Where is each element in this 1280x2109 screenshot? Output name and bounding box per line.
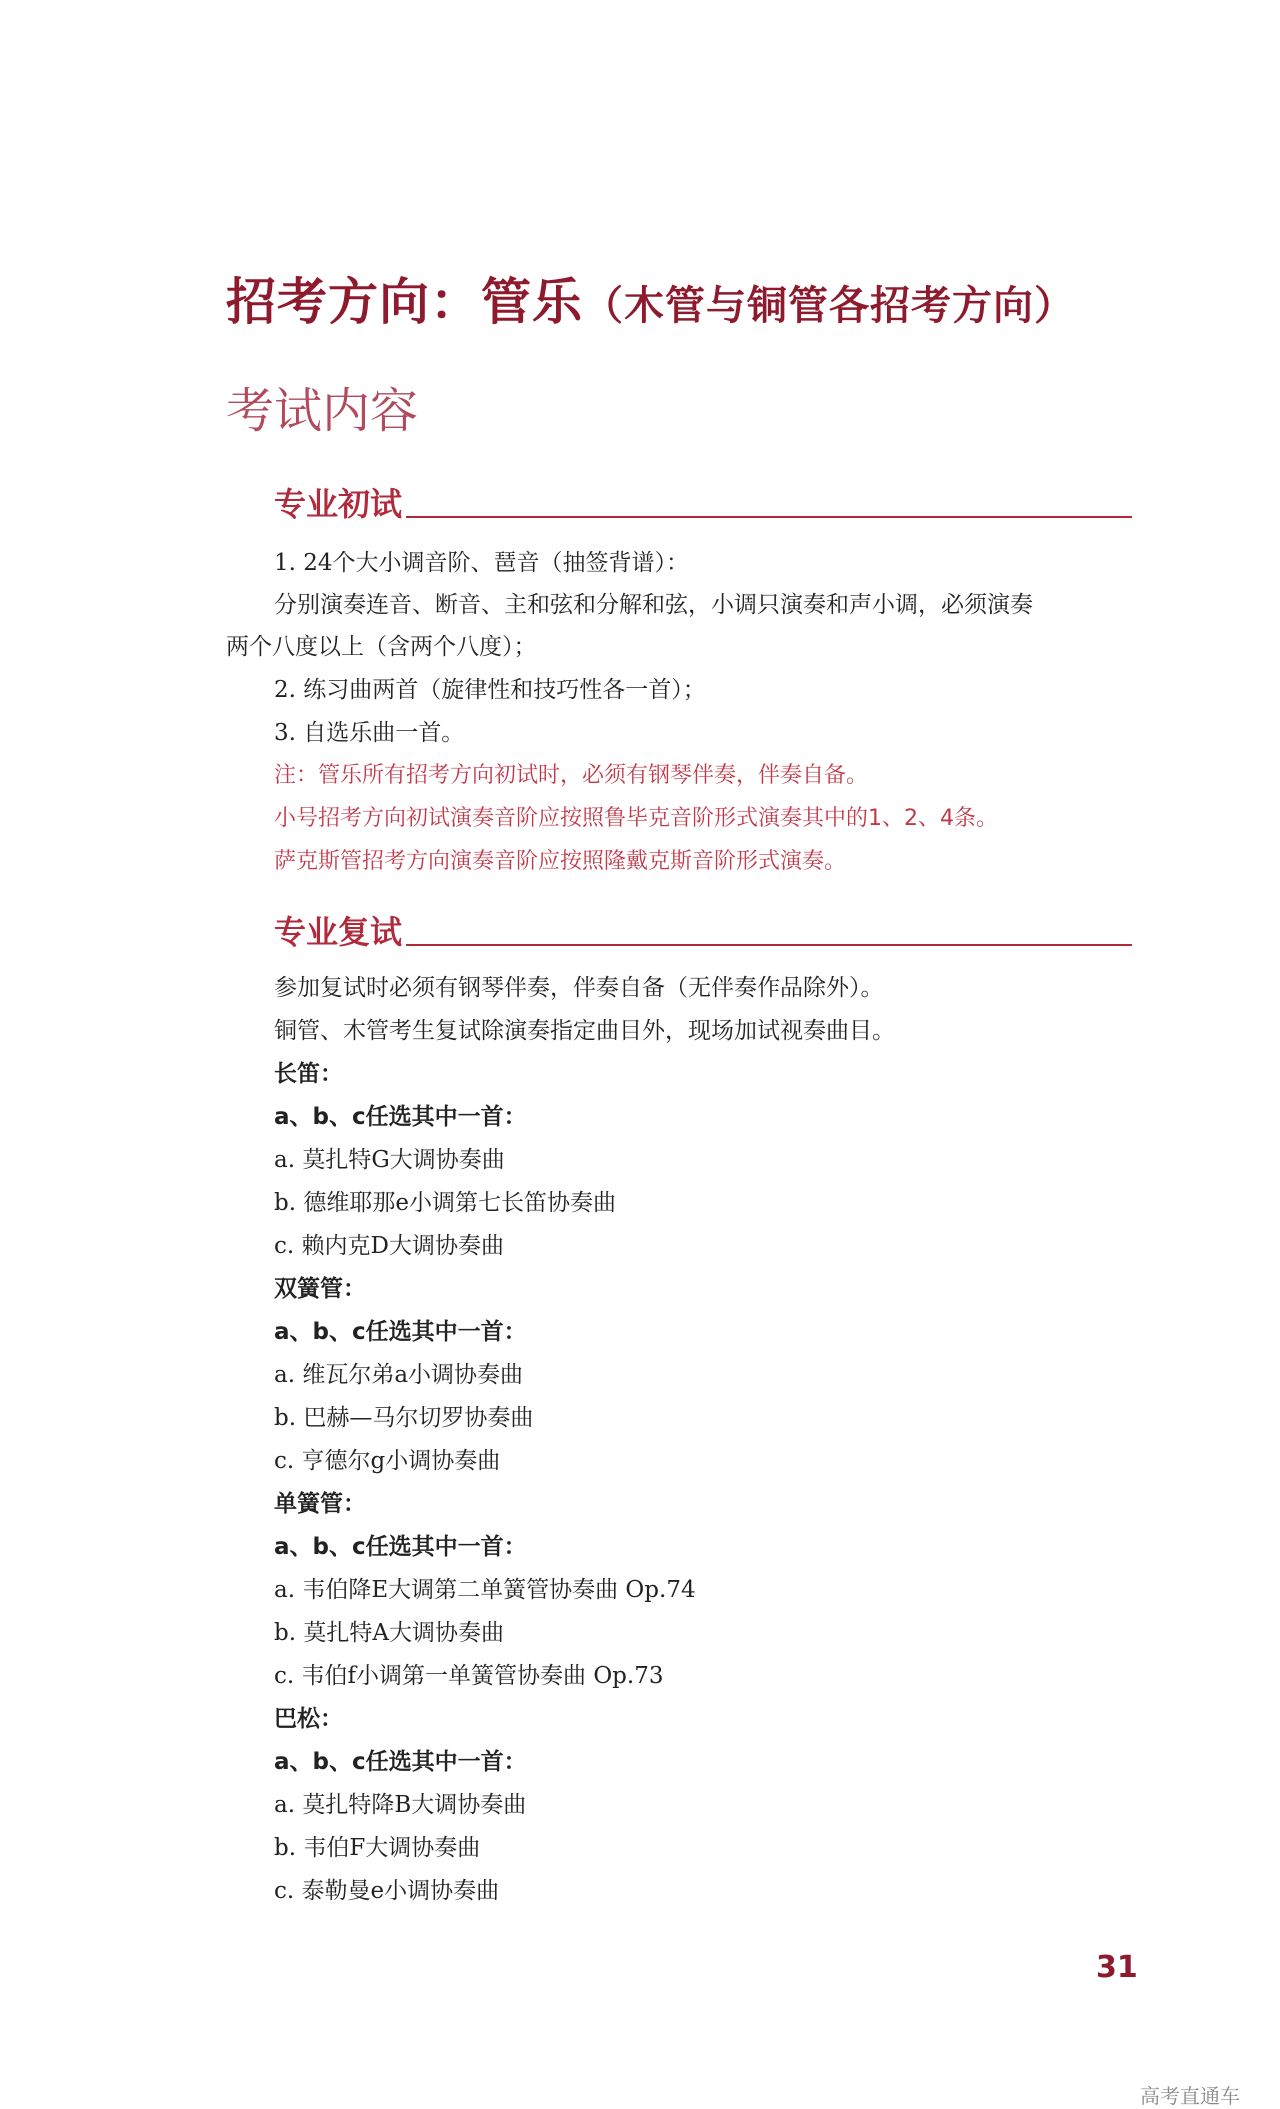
instrument-name: 巴松： (274, 1706, 343, 1732)
prelim-line: 分别演奏连音、断音、主和弦和分解和弦，小调只演奏和声小调，必须演奏 (274, 592, 1033, 618)
heading-rule (406, 944, 1132, 946)
instrument-name: 单簧管： (274, 1491, 366, 1517)
section-title: 考试内容 (226, 383, 419, 439)
piece-item: b. 韦伯F大调协奏曲 (274, 1835, 481, 1861)
piece-item: a. 维瓦尔弟a小调协奏曲 (274, 1362, 524, 1388)
page-number: 31 (1096, 1950, 1138, 1985)
retest-intro: 参加复试时必须有钢琴伴奏，伴奏自备（无伴奏作品除外）。 (274, 975, 884, 1001)
piece-item: b. 德维耶那e小调第七长笛协奏曲 (274, 1190, 616, 1216)
piece-item: c. 赖内克D大调协奏曲 (274, 1233, 504, 1259)
page-title (226, 262, 1075, 334)
piece-item: b. 巴赫—马尔切罗协奏曲 (274, 1405, 534, 1431)
prelim-note: 小号招考方向初试演奏音阶应按照鲁毕克音阶形式演奏其中的1、2、4条。 (274, 806, 998, 831)
heading-rule (406, 516, 1132, 518)
prelim-heading-label: 专业初试 (274, 485, 403, 523)
prelim-note: 注：管乐所有招考方向初试时，必须有钢琴伴奏，伴奏自备。 (274, 763, 869, 788)
piece-item: a. 莫扎特G大调协奏曲 (274, 1147, 505, 1173)
retest-heading-label: 专业复试 (274, 913, 403, 951)
title-main: 招考方向：管乐 (226, 273, 583, 331)
piece-item: b. 莫扎特A大调协奏曲 (274, 1620, 504, 1646)
prelim-note: 萨克斯管招考方向演奏音阶应按照隆戴克斯音阶形式演奏。 (274, 849, 847, 874)
instrument-choose: a、b、c任选其中一首： (274, 1104, 527, 1130)
retest-intro: 铜管、木管考生复试除演奏指定曲目外，现场加试视奏曲目。 (274, 1018, 895, 1044)
prelim-line: 3. 自选乐曲一首。 (274, 720, 465, 746)
instrument-name: 长笛： (274, 1061, 343, 1087)
piece-item: a. 莫扎特降B大调协奏曲 (274, 1792, 527, 1818)
piece-item: a. 韦伯降E大调第二单簧管协奏曲 Op.74 (274, 1577, 696, 1603)
prelim-line: 1. 24个大小调音阶、琶音（抽签背谱）： (274, 550, 690, 576)
prelim-line: 2. 练习曲两首（旋律性和技巧性各一首）； (274, 677, 706, 703)
prelim-line: 两个八度以上（含两个八度）； (226, 634, 537, 660)
instrument-choose: a、b、c任选其中一首： (274, 1319, 527, 1345)
prelim-heading (274, 480, 1132, 524)
piece-item: c. 泰勒曼e小调协奏曲 (274, 1878, 500, 1904)
title-sub: （木管与铜管各招考方向） (583, 283, 1075, 329)
piece-item: c. 亨德尔g小调协奏曲 (274, 1448, 501, 1474)
watermark: 高考直通车 (1140, 2084, 1240, 2108)
instrument-choose: a、b、c任选其中一首： (274, 1534, 527, 1560)
piece-item: c. 韦伯f小调第一单簧管协奏曲 Op.73 (274, 1663, 664, 1689)
retest-heading (274, 908, 1132, 952)
instrument-choose: a、b、c任选其中一首： (274, 1749, 527, 1775)
instrument-name: 双簧管： (274, 1276, 366, 1302)
